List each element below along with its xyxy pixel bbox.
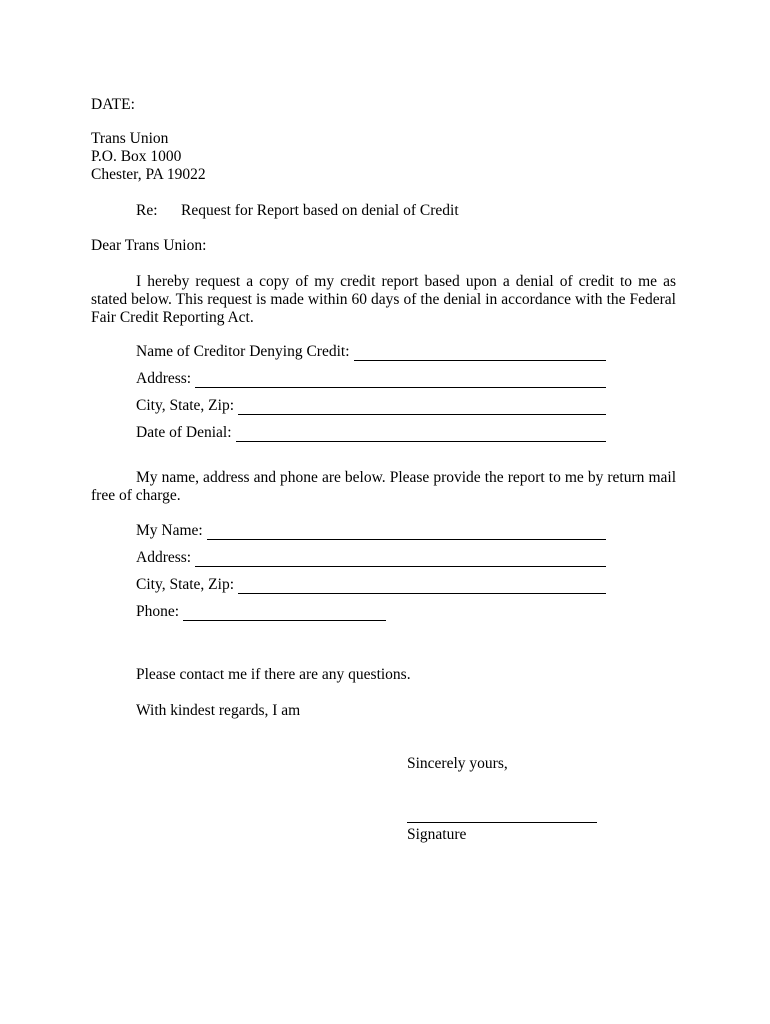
closing: Sincerely yours, — [407, 755, 508, 772]
my-city-input-line[interactable] — [238, 578, 606, 594]
my-name-input-line[interactable] — [207, 524, 606, 540]
regards-line: With kindest regards, I am — [136, 702, 301, 719]
re-label: Re: — [136, 202, 158, 219]
my-address-input-line[interactable] — [195, 551, 606, 567]
my-city-field — [136, 574, 606, 594]
my-name-field — [136, 520, 606, 540]
re-subject: Request for Report based on denial of Credit — [181, 202, 459, 219]
date-of-denial-input-line[interactable] — [236, 426, 606, 442]
field-label: City, State, Zip: — [136, 576, 235, 593]
my-info-paragraph: My name, address and phone are below. Please provide the report to me by return mail free of charge. — [91, 469, 676, 504]
field-label: Address: — [136, 549, 192, 566]
field-label: Name of Creditor Denying Credit: — [136, 343, 350, 360]
creditor-city-input-line[interactable] — [238, 399, 606, 415]
contact-line: Please contact me if there are any questions. — [136, 666, 411, 683]
creditor-address-field — [136, 368, 606, 388]
date-label: DATE: — [91, 96, 135, 113]
creditor-name-input-line[interactable] — [354, 345, 606, 361]
request-paragraph: I hereby request a copy of my credit report based upon a denial of credit to me as stated below. This request is made within 60 days of the denial in accordance with the Federal Fair Credit Reporting Act. — [91, 273, 676, 326]
creditor-address-input-line[interactable] — [195, 372, 606, 388]
phone-field — [136, 601, 386, 621]
recipient-box: P.O. Box 1000 — [91, 148, 182, 165]
date-of-denial-field — [136, 422, 606, 442]
creditor-city-field — [136, 395, 606, 415]
my-address-field — [136, 547, 606, 567]
field-label: Phone: — [136, 603, 180, 620]
phone-input-line[interactable] — [183, 605, 386, 621]
recipient-city: Chester, PA 19022 — [91, 166, 206, 183]
salutation: Dear Trans Union: — [91, 237, 207, 254]
signature-line[interactable] — [407, 822, 597, 823]
signature-label: Signature — [407, 826, 467, 843]
recipient-name: Trans Union — [91, 130, 169, 147]
field-label: Date of Denial: — [136, 424, 232, 441]
creditor-name-field — [136, 341, 606, 361]
field-label: Address: — [136, 370, 192, 387]
field-label: City, State, Zip: — [136, 397, 235, 414]
field-label: My Name: — [136, 522, 203, 539]
